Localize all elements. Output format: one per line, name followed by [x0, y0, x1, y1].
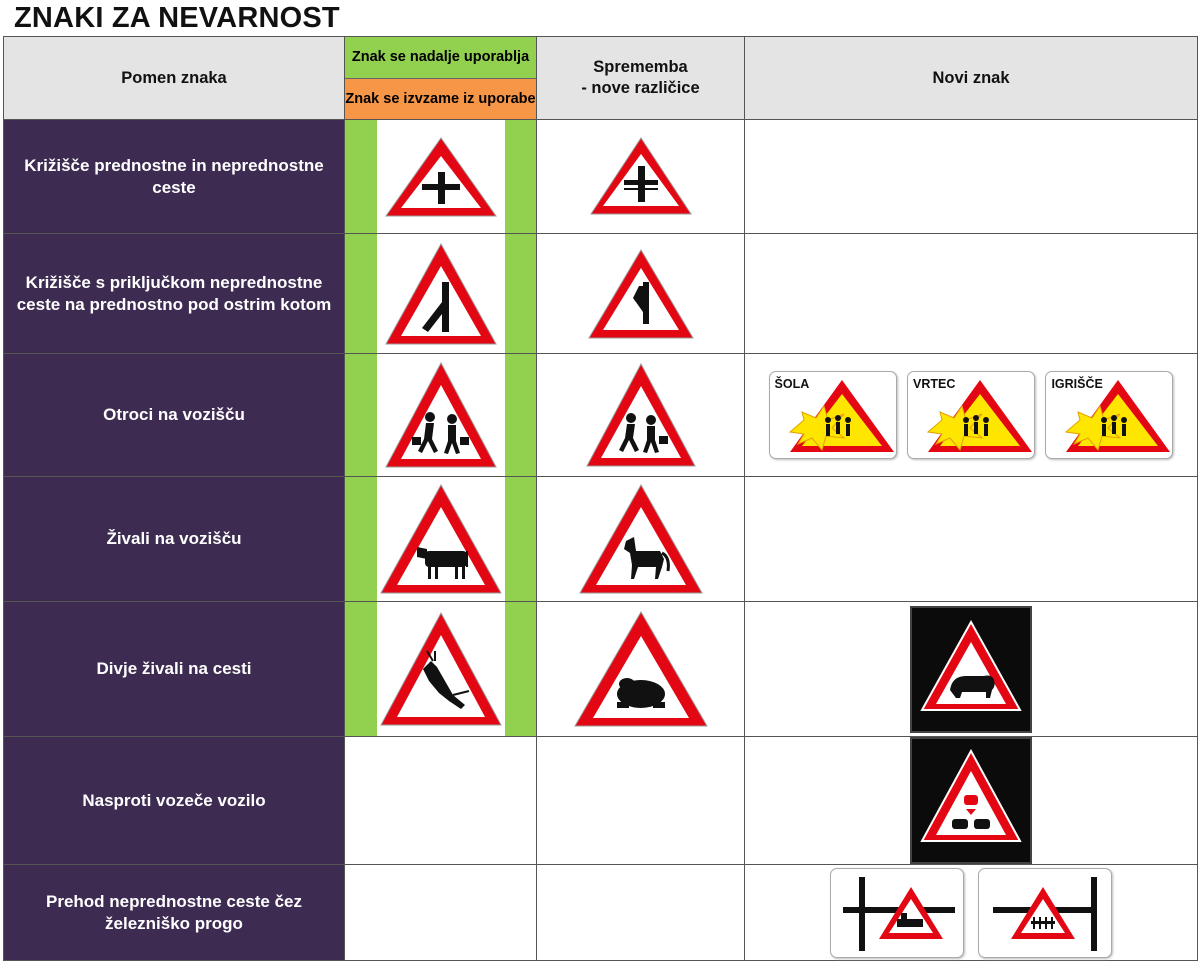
- table-row: [4, 120, 1198, 234]
- playground-sign-label: IGRIŠČE: [1051, 377, 1103, 391]
- row-meaning: Divje živali na cesti: [4, 602, 345, 737]
- cow-icon: [377, 481, 505, 597]
- hazard-signs-table: [3, 36, 1198, 961]
- status-remove-label: Znak se izvzame iz uporabe: [345, 79, 536, 120]
- row-meaning: Križišče s priključkom neprednostne ceste na prednostno pod ostrim kotom: [4, 234, 345, 354]
- oncoming-vehicle-sign-panel: [910, 737, 1032, 864]
- status-keep-label: Znak se nadalje uporablja: [345, 37, 536, 79]
- old-sign-cell: [345, 234, 537, 354]
- change-sign-cell: [537, 477, 745, 602]
- bear-sign-panel: [910, 606, 1032, 733]
- new-sign-cell: [745, 354, 1198, 477]
- change-sign-cell: [537, 737, 745, 865]
- table-row: [4, 602, 1198, 737]
- children-variant-icon: [583, 360, 699, 470]
- kindergarten-sign-label: VRTEC: [913, 377, 956, 391]
- kindergarten-warning-sign: [907, 371, 1035, 459]
- change-sign-cell: [537, 234, 745, 354]
- change-sign-cell: [537, 865, 745, 961]
- change-sign-cell: [537, 602, 745, 737]
- playground-warning-sign: [1045, 371, 1173, 459]
- old-sign-cell: [345, 865, 537, 961]
- old-sign-cell: [345, 354, 537, 477]
- frog-icon: [571, 608, 711, 730]
- rail-crossing-train-icon: [831, 869, 963, 957]
- school-warning-sign: [769, 371, 897, 459]
- acute-junction-variant-icon: [585, 246, 697, 342]
- acute-junction-icon: [382, 240, 500, 348]
- table-row: [4, 234, 1198, 354]
- new-sign-cell: [745, 120, 1198, 234]
- bear-icon: [912, 608, 1030, 726]
- table-header-row: [4, 37, 1198, 120]
- row-meaning: Živali na vozišču: [4, 477, 345, 602]
- header-new-sign: Novi znak: [745, 37, 1198, 120]
- children-icon: [382, 359, 500, 471]
- rail-crossing-train-sign: [830, 868, 964, 958]
- old-sign-cell: [345, 120, 537, 234]
- oncoming-vehicle-icon: [912, 739, 1030, 857]
- deer-icon: [377, 609, 505, 729]
- old-sign-cell: [345, 737, 537, 865]
- old-sign-cell: [345, 477, 537, 602]
- row-meaning: Prehod neprednostne ceste čez železniško progo: [4, 865, 345, 961]
- new-sign-cell: [745, 865, 1198, 961]
- table-row: [4, 737, 1198, 865]
- rail-crossing-fence-icon: [979, 869, 1111, 957]
- new-sign-cell: [745, 477, 1198, 602]
- new-sign-cell: [745, 234, 1198, 354]
- table-row: [4, 865, 1198, 961]
- new-sign-cell: [745, 602, 1198, 737]
- crossroad-priority-variant-icon: [587, 134, 695, 220]
- change-sign-cell: [537, 354, 745, 477]
- header-meaning: Pomen znaka: [4, 37, 345, 120]
- horse-icon: [576, 481, 706, 597]
- header-change: Sprememba - nove različice: [537, 37, 745, 120]
- rail-crossing-fence-sign: [978, 868, 1112, 958]
- crossroad-priority-icon: [382, 134, 500, 220]
- old-sign-cell: [345, 602, 537, 737]
- new-sign-cell: [745, 737, 1198, 865]
- row-meaning: Križišče prednostne in neprednostne ceste: [4, 120, 345, 234]
- header-status: [345, 37, 537, 120]
- school-sign-label: ŠOLA: [774, 377, 810, 391]
- table-row: [4, 477, 1198, 602]
- change-sign-cell: [537, 120, 745, 234]
- table-row: [4, 354, 1198, 477]
- page-title: ZNAKI ZA NEVARNOST: [14, 2, 340, 34]
- row-meaning: Nasproti vozeče vozilo: [4, 737, 345, 865]
- row-meaning: Otroci na vozišču: [4, 354, 345, 477]
